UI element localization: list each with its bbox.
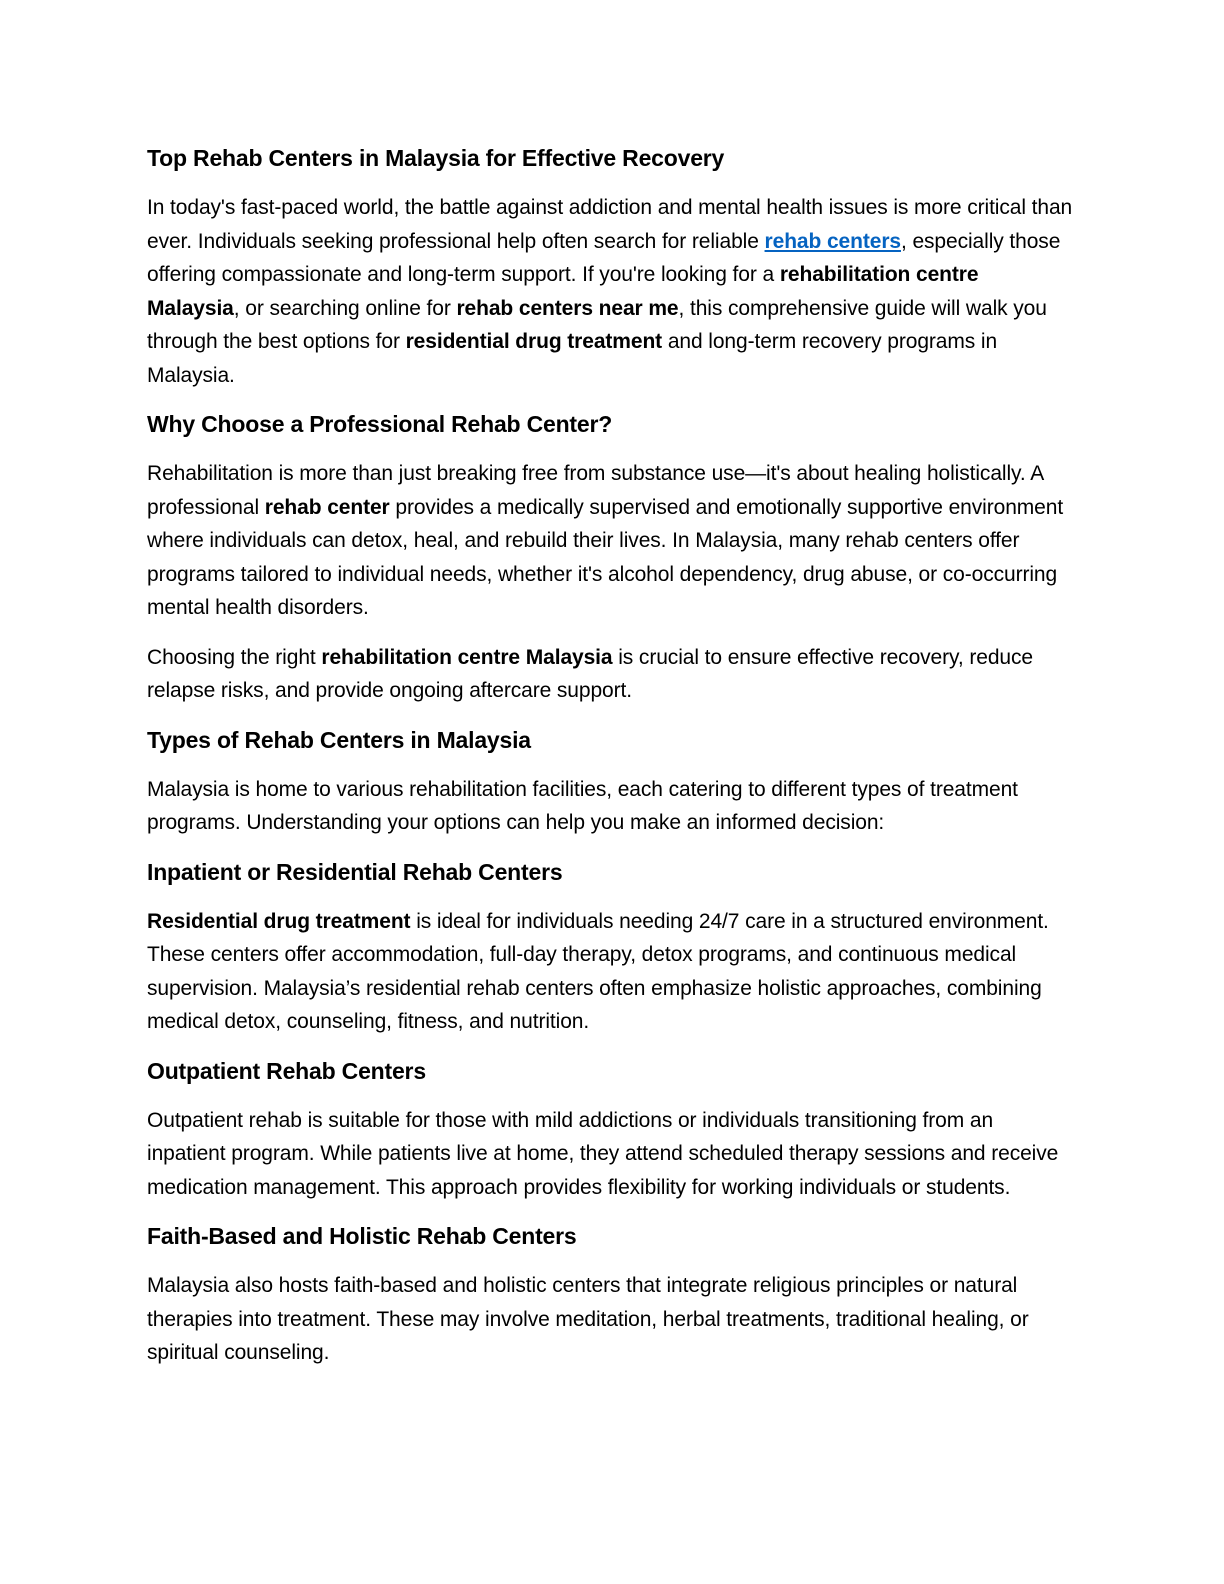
body-text: is crucial to ensure effective recovery, reduce relapse risks, and provide ongoing aftercare support.: [147, 645, 1033, 702]
document-title: [147, 142, 1074, 175]
bold-text: rehab centers near me: [456, 296, 679, 320]
body-text: In today's fast-paced world, the battle against addiction and mental health issues is more critical than ever. Individuals seeking professional help often search for reliable: [147, 196, 1073, 253]
section-heading-why-choose: [147, 408, 1074, 441]
bold-text: Inpatient or Residential Rehab Centers: [147, 858, 563, 885]
faith-based-paragraph: [147, 1269, 1074, 1370]
section-heading-inpatient: [147, 856, 1074, 889]
bold-text: Top Rehab Centers in Malaysia for Effective Recovery: [147, 145, 725, 171]
types-intro-paragraph: [147, 773, 1074, 840]
section-heading-types: [147, 724, 1074, 757]
body-text: , this comprehensive guide will walk you through the best options for: [147, 296, 1047, 353]
body-text: and long-term recovery programs in Malaysia.: [147, 330, 998, 387]
section-heading-outpatient: [147, 1055, 1074, 1088]
body-text: provides a medically supervised and emotionally supportive environment where individuals can detox, heal, and rebuild their lives. In Malaysia, many rehab centers offer programs tailored to individual needs, whether it's alcohol dependency, drug abuse, or co-occurring mental health disorders.: [147, 495, 1064, 619]
body-text: Outpatient rehab is suitable for those with mild addictions or individuals transitioning from an inpatient program. While patients live at home, they attend scheduled therapy sessions and receive medication management. This approach provides flexibility for working individuals or students.: [147, 1108, 1059, 1199]
body-text: Malaysia also hosts faith-based and holistic centers that integrate religious principles or natural therapies into treatment. These may involve meditation, herbal treatments, traditional healing, or spiritual counseling.: [147, 1274, 1029, 1364]
choosing-right-paragraph: [147, 641, 1074, 708]
why-choose-paragraph: [147, 457, 1074, 625]
bold-text: Faith-Based and Holistic Rehab Centers: [147, 1223, 577, 1249]
outpatient-paragraph: [147, 1104, 1074, 1205]
body-text: Malaysia is home to various rehabilitation facilities, each catering to different types of treatment programs. Understanding your options can help you make an informed decision:: [147, 777, 1018, 834]
rehab-centers-link[interactable]: rehab centers: [764, 229, 901, 253]
body-text: Rehabilitation is more than just breaking free from substance use—it's about healing holistically. A professional: [147, 462, 1043, 519]
bold-text: rehabilitation centre Malaysia: [147, 263, 979, 320]
bold-text: rehabilitation centre Malaysia: [321, 645, 613, 669]
intro-paragraph: [147, 191, 1074, 392]
body-text: , or searching online for: [233, 296, 457, 320]
section-heading-faith-based: [147, 1220, 1074, 1253]
bold-text: Outpatient Rehab Centers: [147, 1057, 426, 1084]
bold-text: Why Choose a Professional Rehab Center?: [147, 411, 613, 437]
inpatient-paragraph: [147, 905, 1074, 1039]
bold-text: residential drug treatment: [405, 330, 663, 353]
body-text: Choosing the right: [147, 645, 322, 669]
bold-text: rehab center: [264, 495, 390, 519]
bold-text: Residential drug treatment: [147, 909, 411, 933]
body-text: , especially those offering compassionate and long-term support. If you're looking for a: [147, 229, 1061, 286]
bold-text: Types of Rehab Centers in Malaysia: [147, 726, 531, 753]
body-text: is ideal for individuals needing 24/7 care in a structured environment. These centers offer accommodation, full-day therapy, detox programs, and continuous medical supervision. Malaysia’s residential rehab centers often emphasize holistic approaches, combining medical detox, counseling, fitness, and nutrition.: [147, 909, 1049, 1033]
document-body: [147, 142, 1074, 1370]
